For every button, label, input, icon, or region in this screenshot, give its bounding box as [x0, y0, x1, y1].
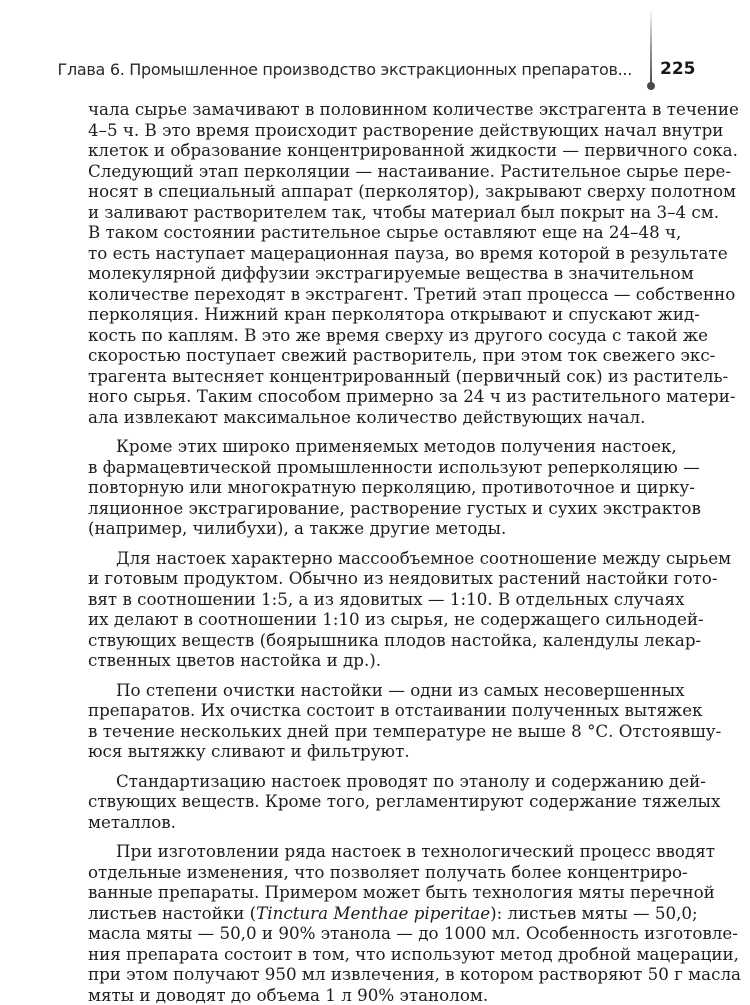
text-line	[88, 903, 664, 924]
text-run: ): листьев мяты — 50,0;	[490, 903, 698, 923]
text-line: (например, чилибухи), а также другие методы.	[88, 518, 664, 539]
paragraph-gap	[88, 427, 664, 436]
text-line: чала сырье замачивают в половинном количестве экстрагента в течение	[88, 99, 664, 120]
text-line: и заливают растворителем так, чтобы материал был покрыт на 3–4 см.	[88, 202, 664, 223]
text-line: Стандартизацию настоек проводят по этанолу и содержанию дей-	[88, 771, 664, 792]
latin-term: Tinctura Menthae piperitae	[256, 903, 490, 923]
paragraph	[88, 771, 664, 833]
text-line: при этом получают 950 мл извлечения, в котором растворяют 50 г масла	[88, 964, 664, 985]
text-line: в течение нескольких дней при температуре не выше 8 °С. Отстоявшу-	[88, 721, 664, 742]
text-line: ляционное экстрагирование, растворение густых и сухих экстрактов	[88, 498, 664, 519]
paragraph	[88, 436, 664, 539]
paragraph	[88, 680, 664, 762]
text-line: металлов.	[88, 812, 664, 833]
paragraph	[88, 99, 664, 427]
running-title: Глава 6. Промышленное производство экстракционных препаратов...	[58, 60, 632, 79]
text-line: вят в соотношении 1:5, а из ядовитых — 1:10. В отдельных случаях	[88, 589, 664, 610]
text-line: Для настоек характерно массообъемное соотношение между сырьем	[88, 548, 664, 569]
text-line: перколяция. Нижний кран перколятора открывают и спускают жид-	[88, 304, 664, 325]
header-rule-dot	[647, 82, 655, 90]
text-line: При изготовлении ряда настоек в технологический процесс вводят	[88, 841, 664, 862]
text-line: Кроме этих широко применяемых методов получения настоек,	[88, 436, 664, 457]
text-line: их делают в соотношении 1:10 из сырья, не содержащего сильнодей-	[88, 609, 664, 630]
text-line: молекулярной диффузии экстрагируемые вещества в значительном	[88, 263, 664, 284]
text-line: и готовым продуктом. Обычно из неядовитых растений настойки гото-	[88, 568, 664, 589]
text-line: количестве переходят в экстрагент. Третий этап процесса — собственно	[88, 284, 664, 305]
text-line: в фармацевтической промышленности используют реперколяцию —	[88, 457, 664, 478]
text-line: 4–5 ч. В это время происходит растворение действующих начал внутри	[88, 120, 664, 141]
text-line: то есть наступает мацерационная пауза, во время которой в результате	[88, 243, 664, 264]
text-line: ала извлекают максимальное количество действующих начал.	[88, 407, 664, 428]
paragraph-gap	[88, 832, 664, 841]
text-line: клеток и образование концентрированной жидкости — первичного сока.	[88, 140, 664, 161]
text-line: По степени очистки настойки — одни из самых несовершенных	[88, 680, 664, 701]
text-line: мяты и доводят до объема 1 л 90% этанолом.	[88, 985, 664, 1005]
paragraph-gap	[88, 671, 664, 680]
text-run: листьев настойки (	[88, 903, 256, 923]
text-line: трагента вытесняет концентрированный (первичный сок) из раститель-	[88, 366, 664, 387]
text-line: ванные препараты. Примером может быть технология мяты перечной	[88, 882, 664, 903]
text-line: повторную или многократную перколяцию, противоточное и цирку-	[88, 477, 664, 498]
text-line: отдельные изменения, что позволяет получать более концентриро-	[88, 862, 664, 883]
text-line: скоростью поступает свежий растворитель, при этом ток свежего экс-	[88, 345, 664, 366]
text-line: масла мяты — 50,0 и 90% этанола — до 1000 мл. Особенность изготовле-	[88, 923, 664, 944]
page-header	[0, 0, 750, 90]
text-line: носят в специальный аппарат (перколятор), закрывают сверху полотном	[88, 181, 664, 202]
page-number: 225	[660, 59, 696, 79]
paragraph	[88, 548, 664, 671]
text-line: Следующий этап перколяции — настаивание. Растительное сырье пере-	[88, 161, 664, 182]
paragraph	[88, 841, 664, 1005]
text-line: препаратов. Их очистка состоит в отстаивании полученных вытяжек	[88, 700, 664, 721]
text-line: ния препарата состоит в том, что используют метод дробной мацерации,	[88, 944, 664, 965]
text-line: ствующих веществ. Кроме того, регламентируют содержание тяжелых	[88, 791, 664, 812]
header-rule	[650, 8, 652, 86]
text-line: юся вытяжку сливают и фильтруют.	[88, 741, 664, 762]
body-text	[88, 99, 664, 1005]
text-line: ного сырья. Таким способом примерно за 24 ч из растительного матери-	[88, 386, 664, 407]
text-line: В таком состоянии растительное сырье оставляют еще на 24–48 ч,	[88, 222, 664, 243]
text-line: кость по каплям. В это же время сверху из другого сосуда с такой же	[88, 325, 664, 346]
text-line: ственных цветов настойка и др.).	[88, 650, 664, 671]
text-line: ствующих веществ (боярышника плодов настойка, календулы лекар-	[88, 630, 664, 651]
paragraph-gap	[88, 539, 664, 548]
paragraph-gap	[88, 762, 664, 771]
